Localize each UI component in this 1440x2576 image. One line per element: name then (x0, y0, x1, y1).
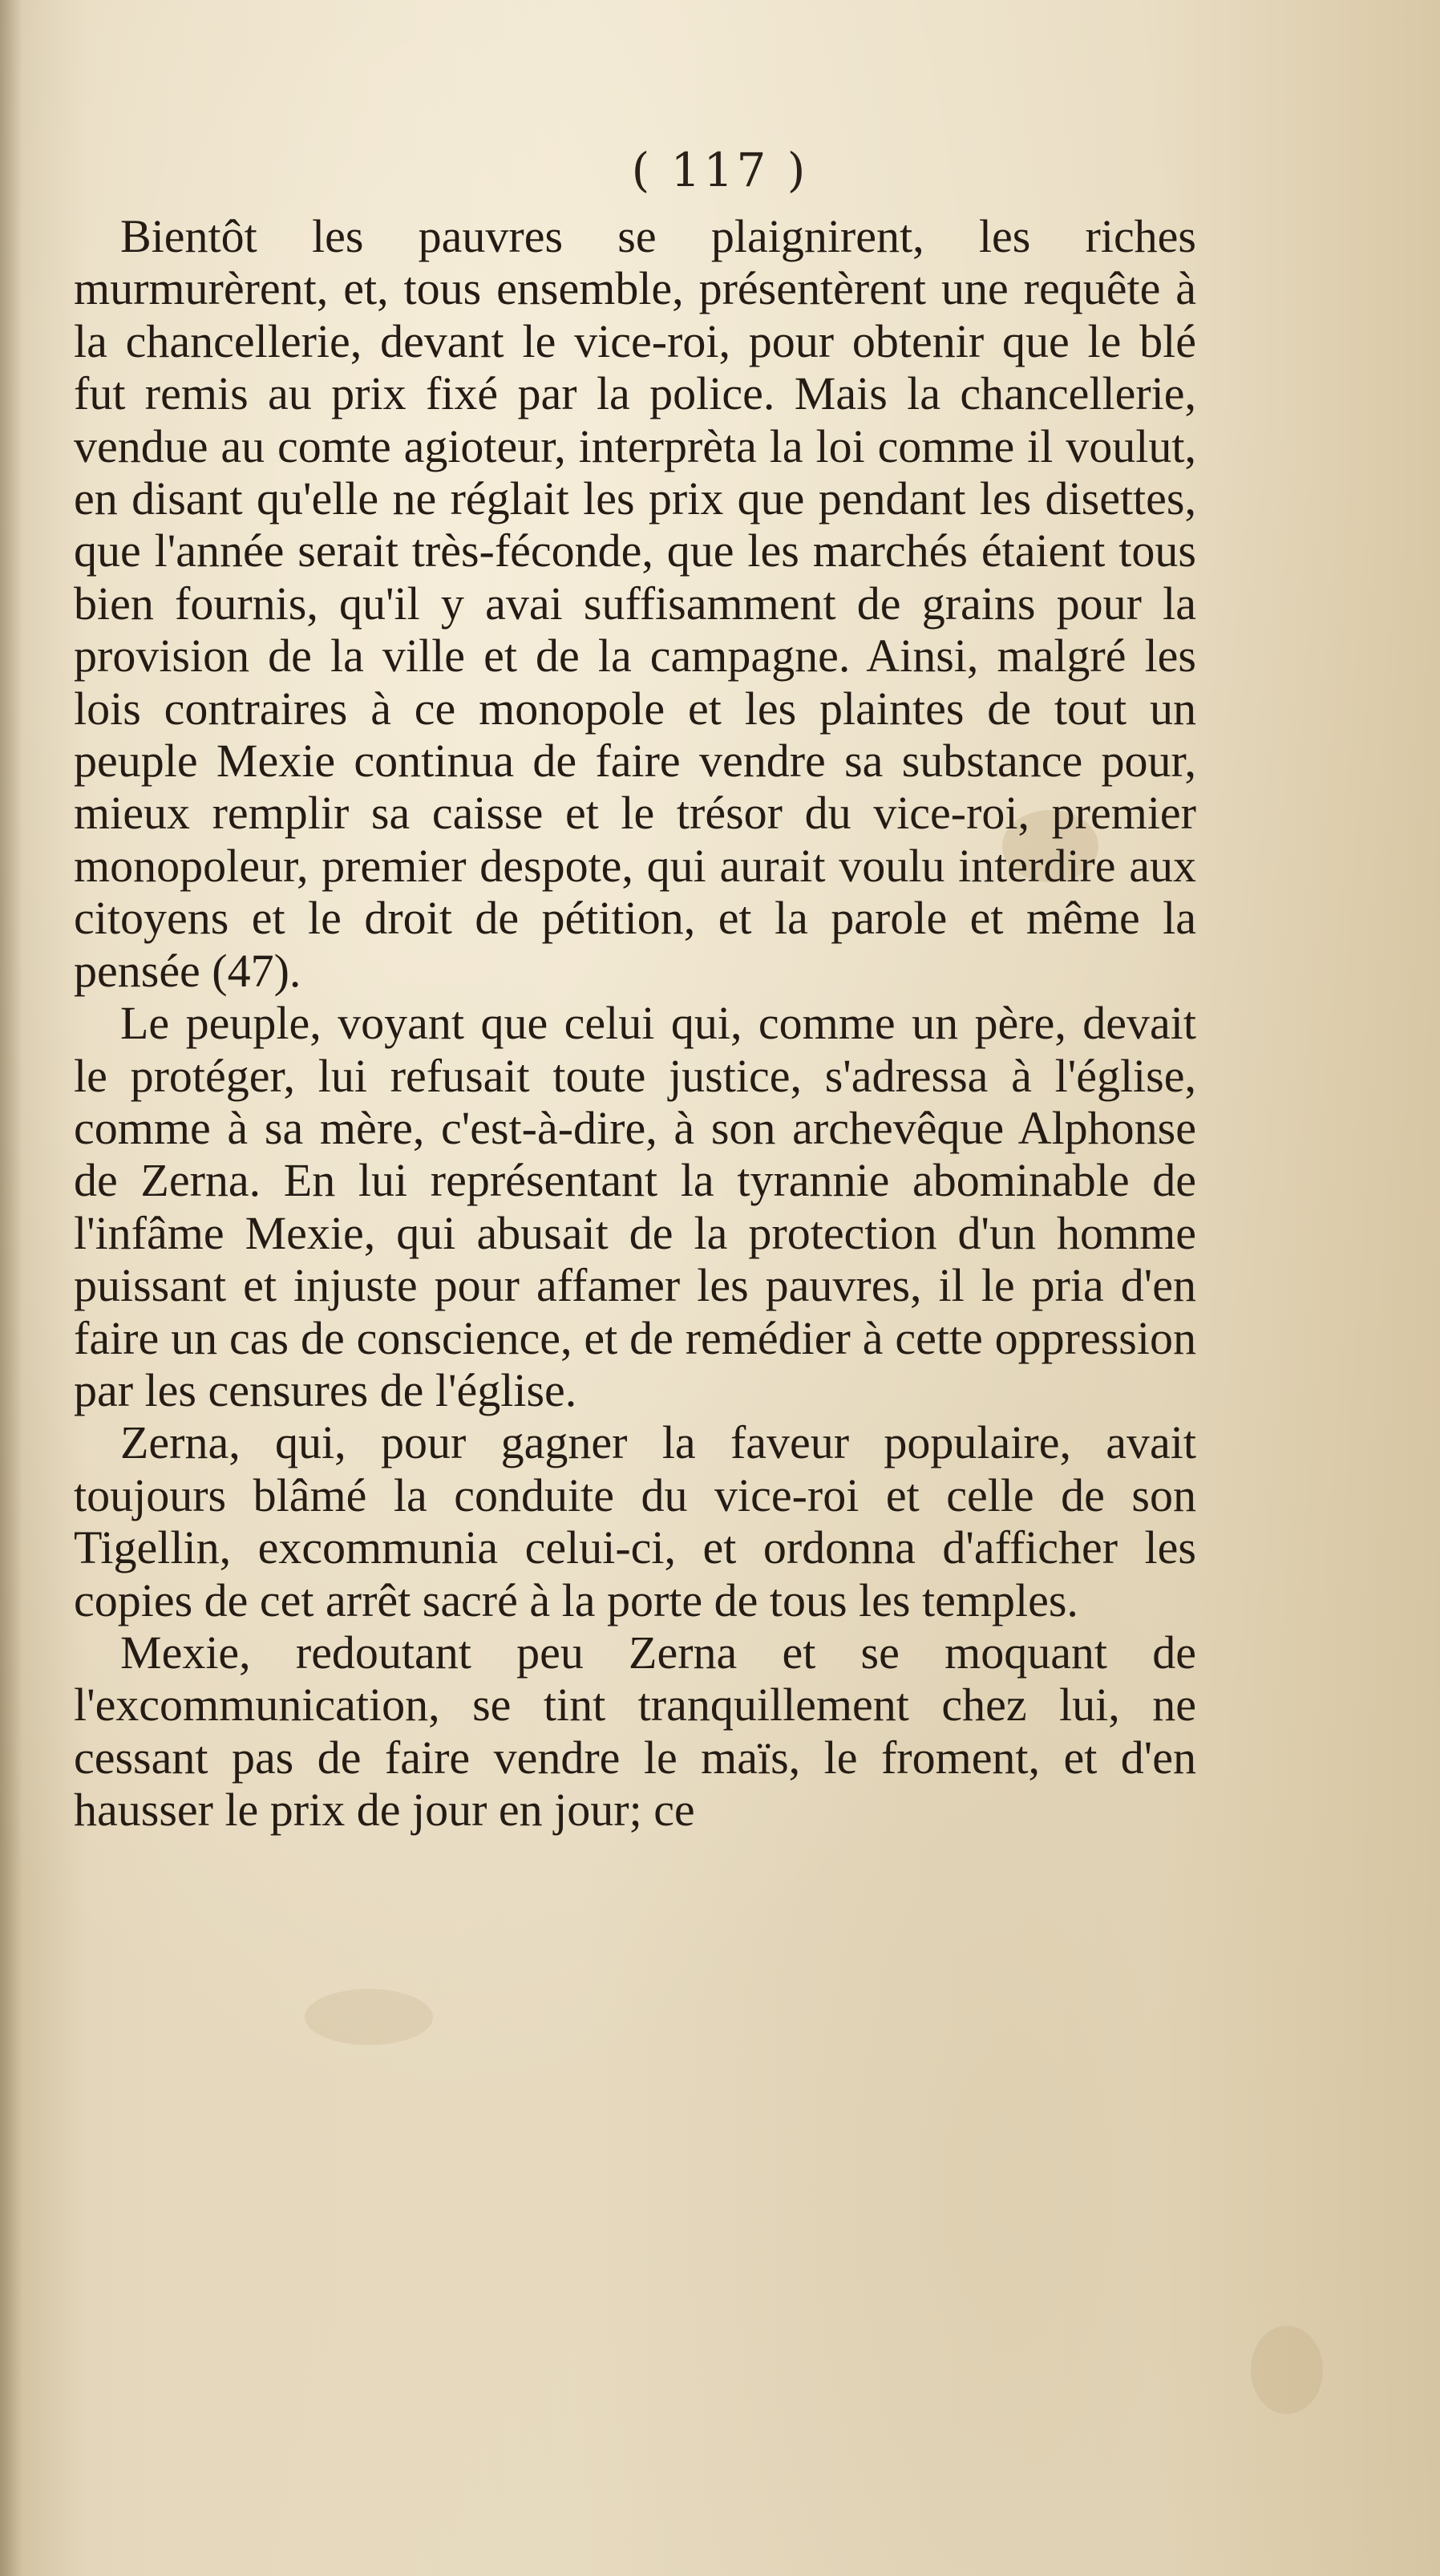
paragraph: Le peuple, voyant que celui qui, comme un père, devait le protéger, lui refusait toute justice, s'adressa à l'église, comme à sa mère, c'est-à-dire, à son archevêque Alphonse de Zerna. En lui représentant la tyrannie abominable de l'infâme Mexie, qui abusait de la protection d'un homme puissant et injuste pour affamer les pauvres, il le pria d'en faire un cas de conscience, et de remédier à cette oppression par les censures de l'église. (74, 997, 1196, 1416)
body-text (74, 210, 1196, 1837)
paragraph: Bientôt les pauvres se plaignirent, les riches murmurèrent, et, tous ensemble, présentèrent une requête à la chancellerie, devant le vice-roi, pour obtenir que le blé fut remis au prix fixé par la police. Mais la chancellerie, vendue au comte agioteur, interprèta la loi comme il voulut, en disant qu'elle ne réglait les prix que pendant les disettes, que l'année serait très-féconde, que les marchés étaient tous bien fournis, qu'il y avai suffisamment de grains pour la provision de la ville et de la campagne. Ainsi, malgré les lois contraires à ce monopole et les plaintes de tout un peuple Mexie continua de faire vendre sa substance pour, mieux remplir sa caisse et le trésor du vice-roi, premier monopoleur, premier despote, qui aurait voulu interdire aux citoyens et le droit de pétition, et la parole et même la pensée (47). (74, 210, 1196, 997)
paper-stain (305, 1989, 433, 2045)
paper-stain (1251, 2326, 1323, 2414)
paragraph: Mexie, redoutant peu Zerna et se moquant de l'excommunication, se tint tranquillement chez lui, ne cessant pas de faire vendre le maïs, le froment, et d'en hausser le prix de jour en jour; ce (74, 1626, 1196, 1837)
page-number: ( 117 ) (631, 143, 809, 197)
paragraph: Zerna, qui, pour gagner la faveur populaire, avait toujours blâmé la conduite du vice-roi et celle de son Tigellin, excommunia celui-ci, et ordonna d'afficher les copies de cet arrêt sacré à la porte de tous les temples. (74, 1416, 1196, 1626)
